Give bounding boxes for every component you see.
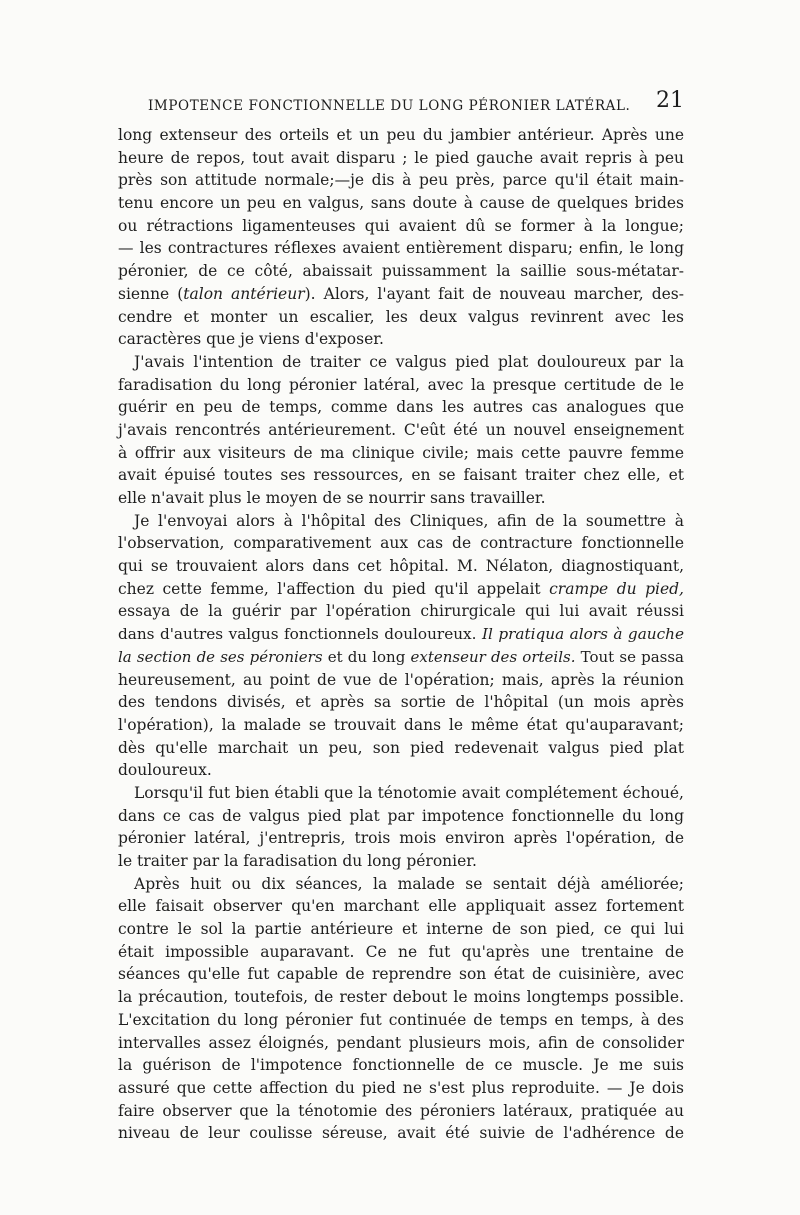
- text-line: [118, 873, 684, 896]
- text-segment: la guérison de l'impotence fonctionnelle de ce muscle. Je me suis: [118, 1056, 684, 1075]
- text-line: [118, 510, 684, 533]
- running-header: [148, 88, 684, 118]
- text-line: [118, 374, 684, 397]
- text-line: [118, 1009, 684, 1032]
- text-segment: dans d'autres valgus fonctionnels douloureux.: [118, 625, 482, 644]
- text-segment: L'excitation du long péronier fut continuée de temps en temps, à des: [118, 1010, 684, 1029]
- text-line: [118, 646, 684, 669]
- text-segment: douloureux.: [118, 761, 212, 780]
- text-segment: ). Alors, l'ayant fait de nouveau marcher, des-: [304, 284, 684, 303]
- text-segment: j'avais rencontrés antérieurement. C'eût été un nouvel enseignement: [118, 420, 684, 439]
- italic-text: talon antérieur: [183, 284, 305, 303]
- page-number: 21: [656, 88, 684, 113]
- text-line: [118, 759, 684, 782]
- body-text: [118, 124, 684, 1145]
- text-line: [118, 351, 684, 374]
- text-line: [118, 782, 684, 805]
- text-segment: — les contractures réflexes avaient entièrement disparu; enfin, le long: [118, 239, 684, 258]
- text-line: [118, 124, 684, 147]
- text-line: [118, 419, 684, 442]
- text-line: [118, 1077, 684, 1100]
- text-line: [118, 306, 684, 329]
- text-segment: tenu encore un peu en valgus, sans doute à cause de quelques brides: [118, 194, 684, 213]
- text-line: [118, 941, 684, 964]
- text-line: [118, 396, 684, 419]
- text-segment: l'observation, comparativement aux cas de contracture fonctionnelle: [118, 534, 684, 553]
- text-segment: qui se trouvaient alors dans cet hôpital. M. Nélaton, diagnostiquant,: [118, 557, 684, 576]
- italic-text: crampe du pied,: [549, 579, 684, 598]
- text-segment: avait épuisé toutes ses ressources, en se faisant traiter chez elle, et: [118, 466, 684, 485]
- text-segment: Après huit ou dix séances, la malade se sentait déjà améliorée;: [134, 874, 684, 893]
- text-line: [118, 1122, 684, 1145]
- text-segment: la précaution, toutefois, de rester debout le moins longtemps possible.: [118, 988, 684, 1007]
- text-line: [118, 850, 684, 873]
- text-line: [118, 1032, 684, 1055]
- text-line: [118, 1054, 684, 1077]
- text-line: [118, 260, 684, 283]
- text-segment: était impossible auparavant. Ce ne fut qu'après une trentaine de: [118, 942, 684, 961]
- text-segment: long extenseur des orteils et un peu du jambier antérieur. Après une: [118, 126, 684, 144]
- text-line: [118, 532, 684, 555]
- text-line: [118, 578, 684, 601]
- italic-text: Il pratiqua alors à gauche: [481, 625, 684, 644]
- text-segment: J'avais l'intention de traiter ce valgus pied plat douloureux par la: [134, 352, 684, 371]
- text-line: [118, 963, 684, 986]
- text-segment: près son attitude normale;—je dis à peu près, parce qu'il était main-: [118, 171, 684, 190]
- text-line: [118, 487, 684, 510]
- italic-text: la section de ses péroniers: [118, 647, 323, 666]
- text-line: [118, 805, 684, 828]
- text-line: [118, 918, 684, 941]
- text-line: [118, 215, 684, 238]
- text-segment: sienne (: [118, 284, 184, 303]
- text-segment: intervalles assez éloignés, pendant plusieurs mois, afin de consolider: [118, 1033, 684, 1052]
- text-line: [118, 442, 684, 465]
- running-title: IMPOTENCE FONCTIONNELLE DU LONG PÉRONIER LATÉRAL.: [148, 98, 631, 114]
- text-segment: faire observer que la ténotomie des péroniers latéraux, pratiquée au: [118, 1101, 684, 1120]
- text-segment: heure de repos, tout avait disparu ; le pied gauche avait repris à peu: [118, 148, 684, 167]
- text-segment: séances qu'elle fut capable de reprendre son état de cuisinière, avec: [118, 965, 684, 984]
- text-line: [118, 714, 684, 737]
- text-segment: à offrir aux visiteurs de ma clinique civile; mais cette pauvre femme: [118, 443, 684, 462]
- text-segment: elle n'avait plus le moyen de se nourrir sans travailler.: [118, 489, 546, 507]
- text-line: [118, 147, 684, 170]
- text-segment: heureusement, au point de vue de l'opération; mais, après la réunion: [118, 670, 684, 689]
- text-segment: péronier, de ce côté, abaissait puissamment la saillie sous-métatar-: [118, 262, 684, 281]
- text-segment: faradisation du long péronier latéral, avec la presque certitude de le: [118, 375, 684, 394]
- text-segment: dans ce cas de valgus pied plat par impotence fonctionnelle du long: [118, 806, 684, 825]
- text-line: [118, 328, 684, 351]
- text-segment: et du long: [322, 647, 411, 666]
- text-line: [118, 283, 684, 306]
- text-line: [118, 169, 684, 192]
- text-segment: Tout se passa: [575, 647, 685, 666]
- text-line: [118, 986, 684, 1009]
- text-line: [118, 827, 684, 850]
- text-line: [118, 237, 684, 260]
- text-segment: caractères que je viens d'exposer.: [118, 330, 384, 349]
- text-line: [118, 691, 684, 714]
- text-line: [118, 555, 684, 578]
- text-segment: contre le sol la partie antérieure et interne de son pied, ce qui lui: [118, 920, 684, 939]
- text-segment: guérir en peu de temps, comme dans les autres cas analogues que: [118, 398, 684, 417]
- text-segment: l'opération), la malade se trouvait dans le même état qu'auparavant;: [118, 715, 684, 734]
- text-segment: des tendons divisés, et après sa sortie de l'hôpital (un mois après: [118, 693, 684, 712]
- text-segment: cendre et monter un escalier, les deux valgus revinrent avec les: [118, 307, 684, 326]
- text-line: [118, 192, 684, 215]
- text-line: [118, 895, 684, 918]
- text-line: [118, 737, 684, 760]
- text-segment: elle faisait observer qu'en marchant elle appliquait assez fortement: [118, 897, 684, 916]
- text-segment: niveau de leur coulisse séreuse, avait été suivie de l'adhérence de: [118, 1124, 684, 1143]
- text-line: [118, 1100, 684, 1123]
- text-segment: Lorsqu'il fut bien établi que la ténotomie avait complétement échoué,: [134, 783, 684, 802]
- text-segment: dès qu'elle marchait un peu, son pied redevenait valgus pied plat: [118, 738, 684, 757]
- text-segment: ou rétractions ligamenteuses qui avaient dû se former à la longue;: [118, 216, 684, 235]
- text-segment: Je l'envoyai alors à l'hôpital des Cliniques, afin de la soumettre à: [134, 511, 684, 530]
- text-segment: assuré que cette affection du pied ne s'est plus reproduite. — Je dois: [118, 1078, 684, 1097]
- text-segment: le traiter par la faradisation du long péronier.: [118, 852, 477, 870]
- text-segment: chez cette femme, l'affection du pied qu'il appelait: [118, 579, 550, 598]
- italic-text: extenseur des orteils.: [410, 647, 576, 666]
- text-line: [118, 600, 684, 623]
- text-line: [118, 464, 684, 487]
- text-line: [118, 623, 684, 646]
- text-segment: péronier latéral, j'entrepris, trois mois environ après l'opération, de: [118, 829, 684, 848]
- text-segment: essaya de la guérir par l'opération chirurgicale qui lui avait réussi: [118, 602, 684, 621]
- text-line: [118, 669, 684, 692]
